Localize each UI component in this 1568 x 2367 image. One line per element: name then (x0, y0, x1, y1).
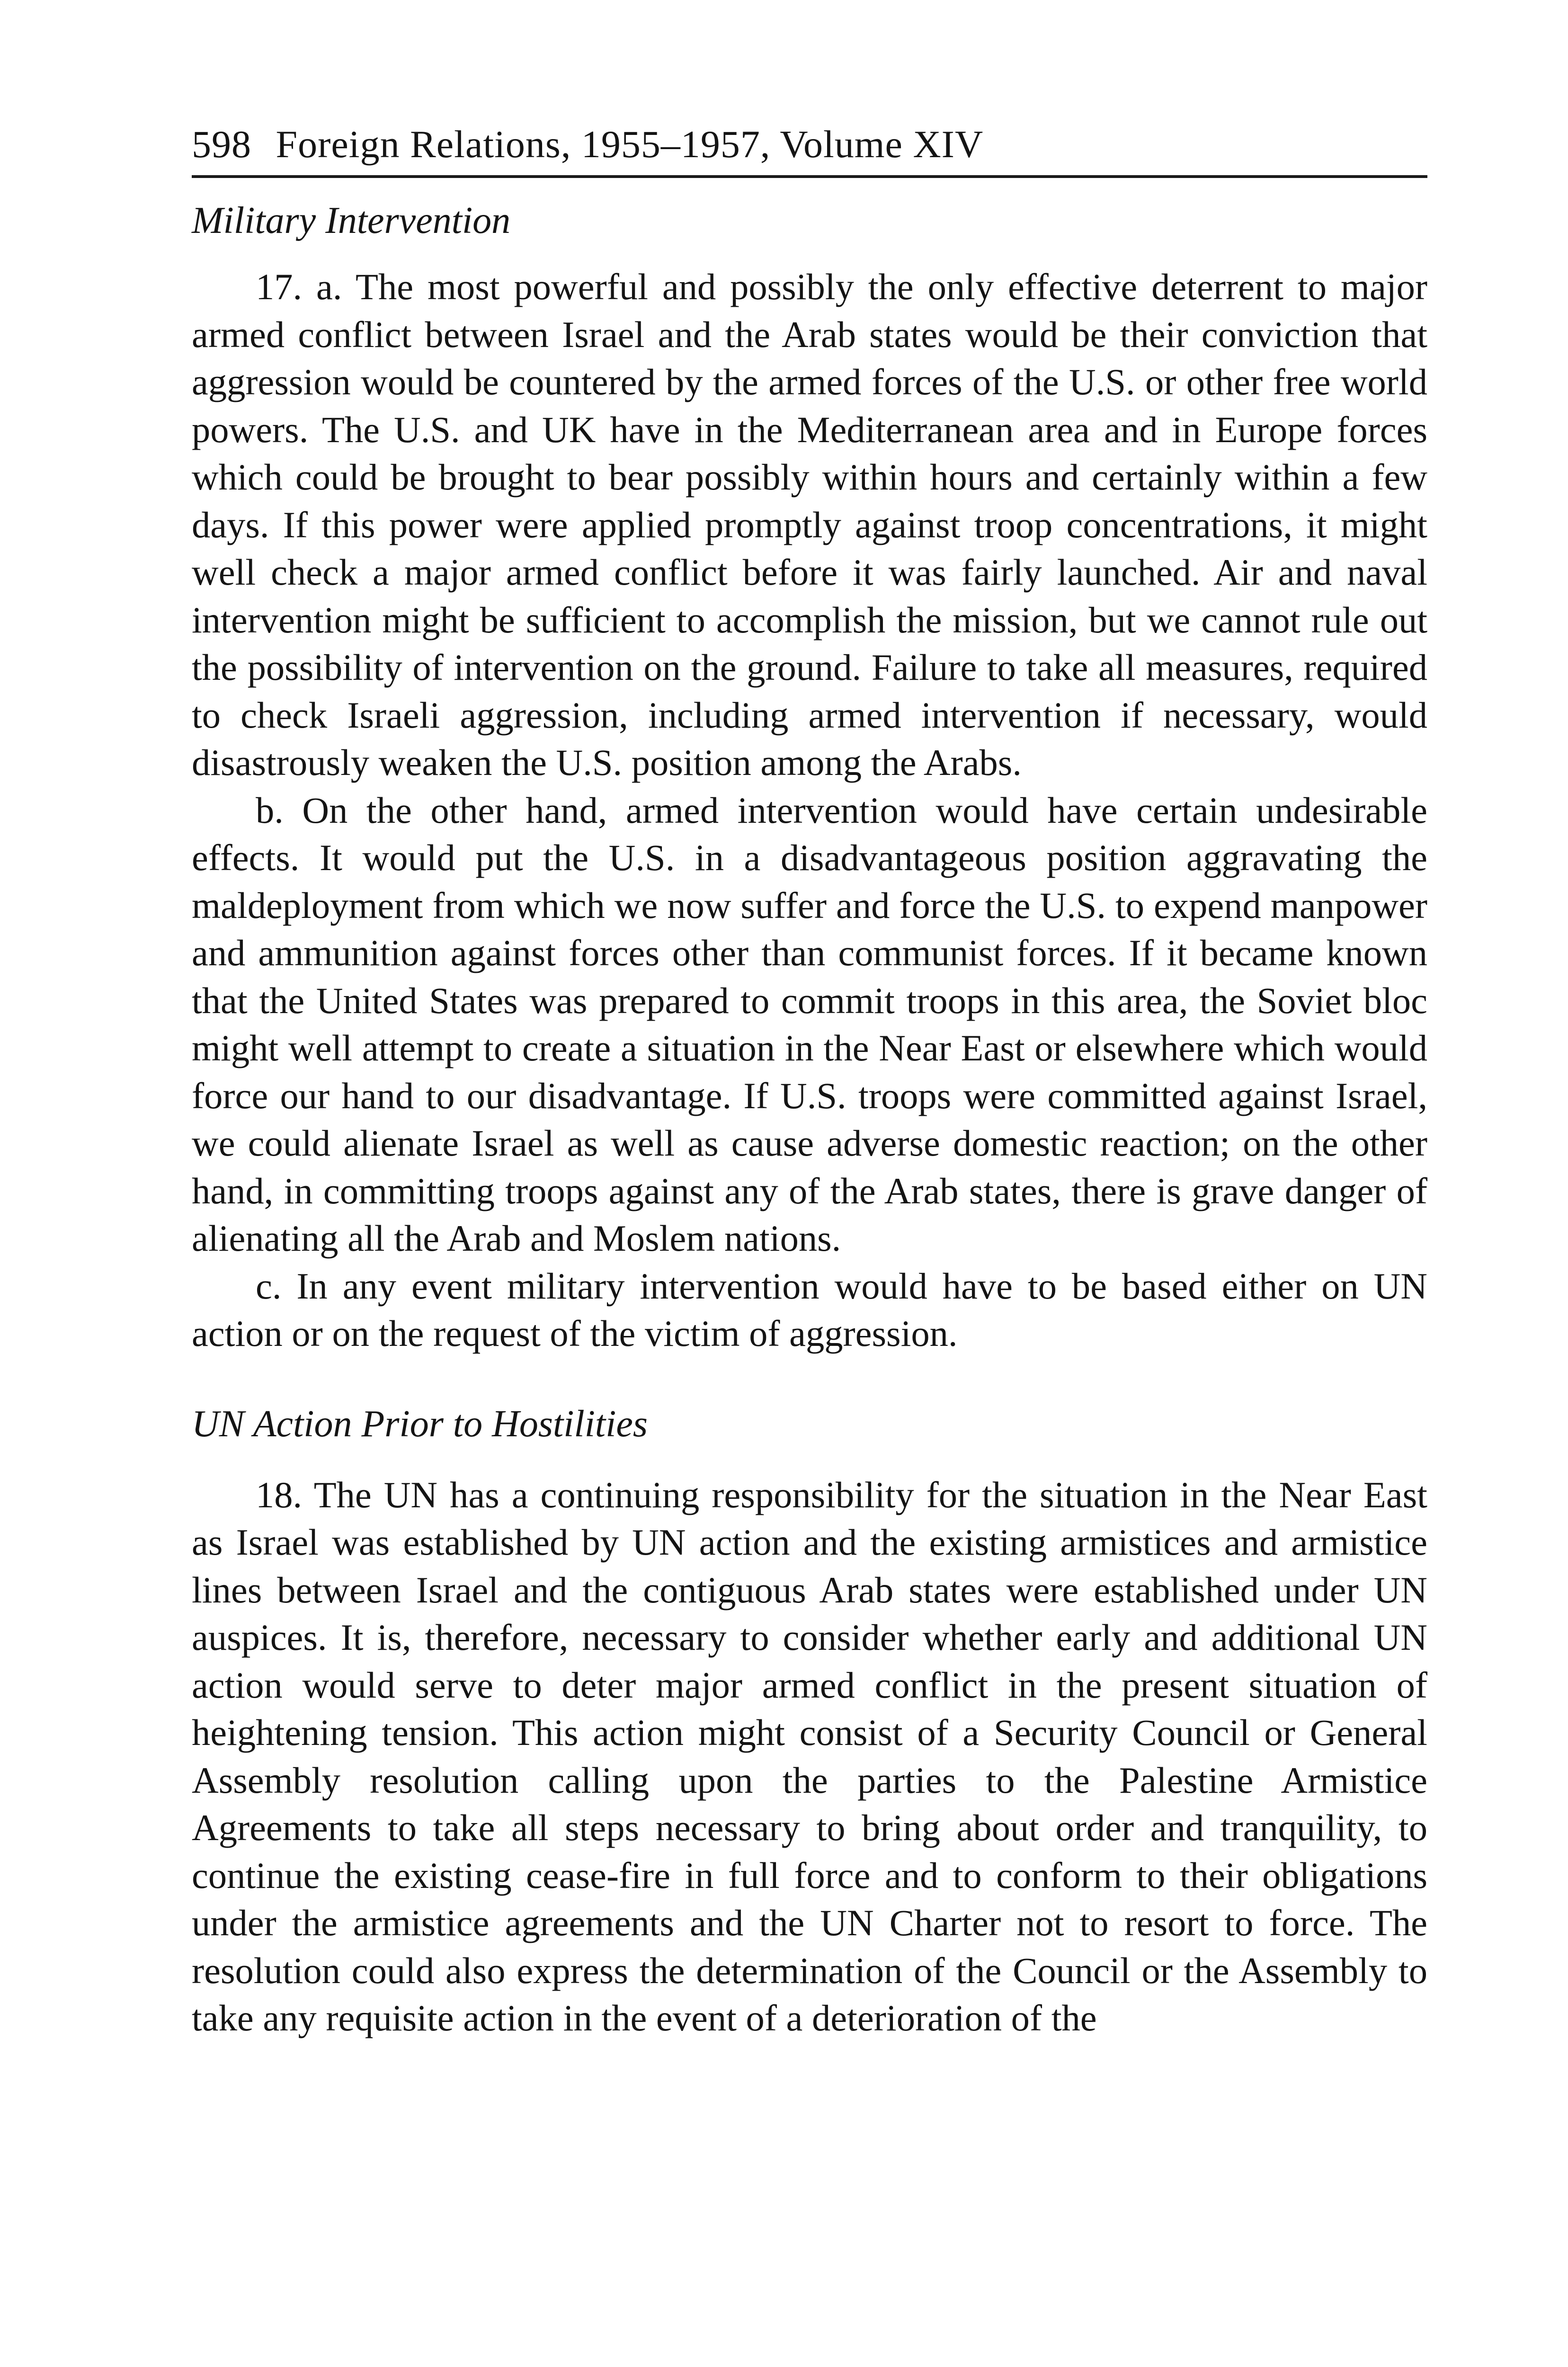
running-head (192, 118, 1427, 178)
page-number: 598 (192, 123, 251, 166)
paragraph-17c: c. In any event military intervention would have to be based either on UN action or on the request of the victim of aggression. (192, 1265, 1427, 1354)
section-heading-un-action: UN Action Prior to Hostilities (192, 1403, 648, 1445)
paragraph-17b: b. On the other hand, armed intervention would have certain undesirable effects. It would put the U.S. in a disadvantageous position aggravating the maldeployment from which we now suffer and force the U.S. to expend manpower and ammunition against forces other than communist forces. If it became known that the United States was prepared to commit troops in this area, the Soviet bloc might well attempt to create a situation in the Near East or elsewhere which would force our hand to our disadvantage. If U.S. troops were committed against Israel, we could alienate Israel as well as cause adverse domestic reaction; on the other hand, in committing troops against any of the Arab states, there is grave danger of alienating all the Arab and Moslem nations. (192, 789, 1427, 1259)
paragraph-18: 18. The UN has a continuing responsibility for the situation in the Near East as Israel was established by UN action and the existing armistices and armistice lines between Israel and the contiguous Arab states were established under UN auspices. It is, therefore, necessary to consider whether early and additional UN action would serve to deter major armed conflict in the present situation of heightening tension. This action might consist of a Security Council or General Assembly resolution calling upon the parties to the Palestine Armistice Agreements to take all steps necessary to bring about order and tranquility, to continue the existing cease-fire in full force and to conform to their obligations under the armistice agreements and the UN Charter not to resort to force. The resolution could also express the determination of the Council or the Assembly to take any requisite action in the event of a deterioration of the (192, 1474, 1427, 2038)
section-heading-military-intervention: Military Intervention (192, 200, 511, 241)
paragraph-17a: 17. a. The most powerful and possibly the only effective deterrent to major armed conflict between Israel and the Arab states would be their conviction that aggression would be countered by the armed forces of the U.S. or other free world powers. The U.S. and UK have in the Mediterranean area and in Europe forces which could be brought to bear possibly within hours and certainly within a few days. If this power were applied promptly against troop concentrations, it might well check a major armed conflict before it was fairly launched. Air and naval intervention might be sufficient to accomplish the mission, but we cannot rule out the possibility of intervention on the ground. Failure to take all measures, required to check Israeli aggression, including armed intervention if necessary, would disastrously weaken the U.S. position among the Arabs. (192, 266, 1427, 783)
publication-title: Foreign Relations, 1955–1957, Volume XIV (276, 123, 984, 166)
document-page (192, 118, 1427, 2367)
